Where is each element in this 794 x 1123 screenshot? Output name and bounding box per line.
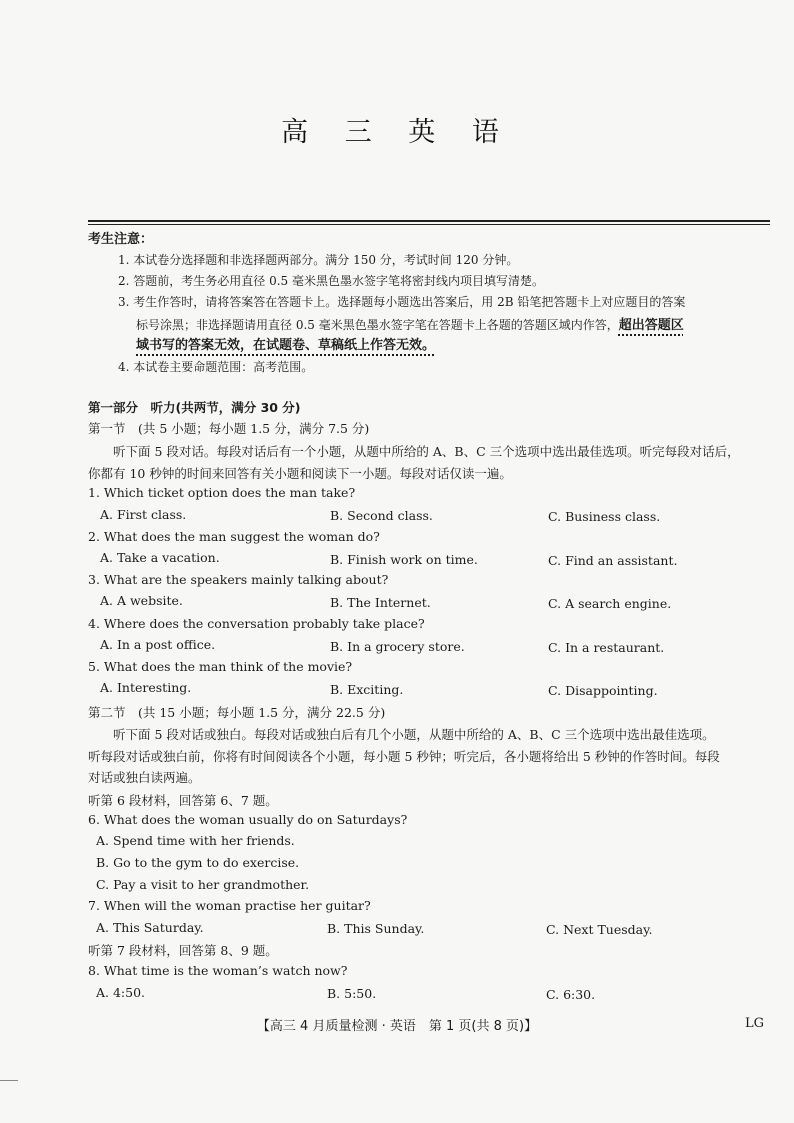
section2-intro-2: 听每段对话或独白前，你将有时间阅读各个小题，每小题 5 秒钟；听完后，各小题将给出 5 秒钟的作答时间。每段 <box>88 749 720 764</box>
material-7-note: 听第 7 段材料，回答第 8、9 题。 <box>88 943 278 958</box>
q4-option-c: C. In a restaurant. <box>548 640 665 655</box>
q6-option-c: C. Pay a visit to her grandmother. <box>96 877 310 892</box>
q4-option-a: A. In a post office. <box>100 637 216 652</box>
notice-item-2: 2. 答题前，考生务必用直径 0.5 毫米黑色墨水签字笔将密封线内项目填写清楚。 <box>118 274 544 288</box>
q7-option-b: B. This Sunday. <box>327 921 425 936</box>
q3-option-a: A. A website. <box>100 593 183 608</box>
q8-option-c: C. 6:30. <box>546 987 596 1002</box>
section1-intro-2: 你都有 10 秒钟的时间来回答有关小题和阅读下一小题。每段对话仅读一遍。 <box>88 466 512 481</box>
q4-option-b: B. In a grocery store. <box>330 639 465 654</box>
notice-item-4: 4. 本试卷主要命题范围：高考范围。 <box>118 360 314 374</box>
question-2: 2. What does the man suggest the woman do? <box>88 529 380 544</box>
header-rule-thin <box>88 224 770 225</box>
section2-intro-1: 听下面 5 段对话或独白。每段对话或独白后有几个小题，从题中所给的 A、B、C 三个选项中选出最佳选项。 <box>113 727 715 742</box>
notice-heading: 考生注意： <box>88 232 154 247</box>
question-7: 7. When will the woman practise her guitar? <box>88 898 371 913</box>
page-footer: 【高三 4 月质量检测 · 英语 第 1 页(共 8 页)】 <box>256 1019 538 1034</box>
part1-heading: 第一部分 听力(共两节，满分 30 分) <box>88 400 301 415</box>
q1-option-b: B. Second class. <box>330 508 433 523</box>
q1-option-c: C. Business class. <box>548 509 661 524</box>
question-5: 5. What does the man think of the movie? <box>88 659 353 674</box>
notice-emphasis-2: 域书写的答案无效，在试题卷、草稿纸上作答无效。 <box>136 338 436 353</box>
edge-tick <box>0 1080 18 1081</box>
q2-option-a: A. Take a vacation. <box>100 550 220 565</box>
question-4: 4. Where does the conversation probably take place? <box>88 616 425 631</box>
q7-option-c: C. Next Tuesday. <box>546 922 653 937</box>
notice-item-3: 3. 考生作答时，请将答案答在答题卡上。选择题每小题选出答案后，用 2B 铅笔把答题卡上对应题目的答案 <box>118 295 686 309</box>
q5-option-a: A. Interesting. <box>100 680 192 695</box>
notice-emphasis-1: 超出答题区 <box>618 318 684 333</box>
q2-option-c: C. Find an assistant. <box>548 553 678 568</box>
q3-option-b: B. The Internet. <box>330 595 431 610</box>
page-title: 高 三 英 语 <box>281 117 513 148</box>
section1-intro-1: 听下面 5 段对话。每段对话后有一个小题，从题中所给的 A、B、C 三个选项中选出最佳选项。听完每段对话后， <box>113 444 740 459</box>
notice-item-1: 1. 本试卷分选择题和非选择题两部分。满分 150 分，考试时间 120 分钟。 <box>118 253 519 267</box>
section2-heading: 第二节 (共 15 小题；每小题 1.5 分，满分 22.5 分) <box>88 705 386 720</box>
material-6-note: 听第 6 段材料，回答第 6、7 题。 <box>88 793 278 808</box>
question-6: 6. What does the woman usually do on Saturdays? <box>88 812 408 827</box>
q8-option-a: A. 4:50. <box>96 985 146 1000</box>
q3-option-c: C. A search engine. <box>548 596 672 611</box>
question-3: 3. What are the speakers mainly talking about? <box>88 572 389 587</box>
question-8: 8. What time is the woman’s watch now? <box>88 963 348 978</box>
notice-item-3-line2: 标号涂黑；非选择题请用直径 0.5 毫米黑色墨水签字笔在答题卡上各题的答题区域内作答， <box>136 318 619 332</box>
section1-heading: 第一节 (共 5 小题；每小题 1.5 分，满分 7.5 分) <box>88 421 370 436</box>
q6-option-a: A. Spend time with her friends. <box>96 833 295 848</box>
q5-option-c: C. Disappointing. <box>548 683 658 698</box>
q6-option-b: B. Go to the gym to do exercise. <box>96 855 300 870</box>
section2-intro-3: 对话或独白读两遍。 <box>88 770 201 785</box>
q7-option-a: A. This Saturday. <box>96 920 204 935</box>
footer-mark: LG <box>744 1016 764 1031</box>
q8-option-b: B. 5:50. <box>327 986 377 1001</box>
q5-option-b: B. Exciting. <box>330 682 404 697</box>
header-rule <box>88 220 770 222</box>
q1-option-a: A. First class. <box>100 507 187 522</box>
notice-item-3-cont <box>136 314 684 333</box>
question-1: 1. Which ticket option does the man take? <box>88 485 356 500</box>
q2-option-b: B. Finish work on time. <box>330 552 478 567</box>
